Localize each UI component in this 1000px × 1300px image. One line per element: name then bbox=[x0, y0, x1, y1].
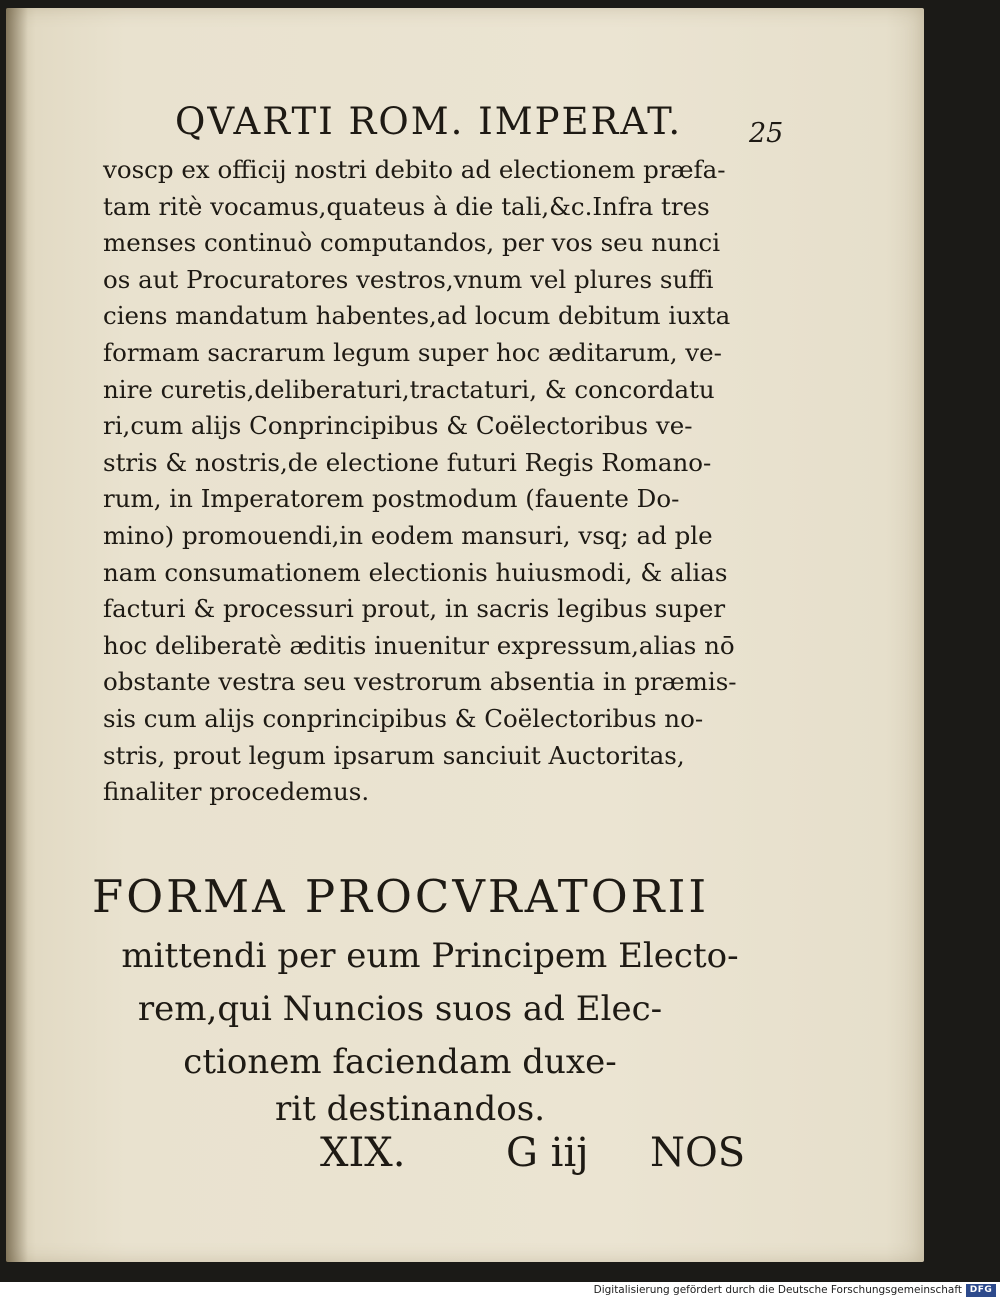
body-line: menses continuò computandos, per vos seu nunci bbox=[103, 228, 721, 258]
body-line: os aut Procuratores vestros,vnum vel plures suffi bbox=[103, 264, 714, 294]
body-line: nire curetis,deliberaturi,tractaturi, & concordatu bbox=[103, 374, 715, 404]
body-line: stris & nostris,de electione futuri Regis Romano- bbox=[103, 447, 712, 477]
body-line: hoc deliberatè æditis inuenitur expressum,alias nō bbox=[103, 630, 735, 660]
signature-mark: G iij bbox=[506, 1130, 589, 1176]
body-line: sis cum alijs conprincipibus & Coëlectoribus no- bbox=[103, 703, 704, 733]
section-subtitle-line: ctionem faciendam duxe- bbox=[183, 1042, 617, 1082]
section-subtitle-line: rit destinandos. bbox=[274, 1089, 546, 1129]
body-line: stris, prout legum ipsarum sanciuit Auctoritas, bbox=[103, 740, 685, 770]
body-line: voscp ex officij nostri debito ad electionem præfa- bbox=[103, 155, 726, 184]
body-line: mino) promouendi,in eodem mansuri, vsq; ad ple bbox=[103, 520, 713, 550]
body-line: finaliter procedemus. bbox=[103, 777, 370, 807]
section-number: XIX. bbox=[320, 1130, 406, 1176]
section-subtitle-line: rem,qui Nuncios suos ad Elec- bbox=[137, 989, 663, 1029]
body-line: facturi & processuri prout, in sacris legibus super bbox=[103, 594, 726, 624]
body-line: obstante vestra seu vestrorum absentia in præmis- bbox=[103, 667, 737, 697]
page-number: 25 bbox=[749, 118, 784, 149]
dfg-logo-icon: DFG bbox=[966, 1284, 996, 1297]
body-text bbox=[103, 152, 793, 811]
catchword: NOS bbox=[650, 1130, 746, 1176]
body-line: tam ritè vocamus,quateus à die tali,&c.Infra tres bbox=[103, 191, 710, 221]
body-line: ri,cum alijs Conprincipibus & Coëlectoribus ve- bbox=[103, 411, 693, 441]
running-head: QVARTI ROM. IMPERAT. bbox=[175, 100, 683, 143]
section-heading: FORMA PROCVRATORII bbox=[92, 870, 710, 923]
body-line: rum, in Imperatorem postmodum (fauente Do- bbox=[103, 484, 680, 514]
digitization-notice: Digitalisierung gefördert durch die Deutsche Forschungsgemeinschaft bbox=[593, 1284, 962, 1296]
section-subtitle-line: mittendi per eum Principem Electo- bbox=[121, 936, 739, 976]
body-line: nam consumationem electionis huiusmodi, & alias bbox=[103, 557, 728, 587]
body-line: formam sacrarum legum super hoc æditarum, ve- bbox=[103, 337, 722, 367]
body-line: ciens mandatum habentes,ad locum debitum iuxta bbox=[103, 301, 731, 331]
